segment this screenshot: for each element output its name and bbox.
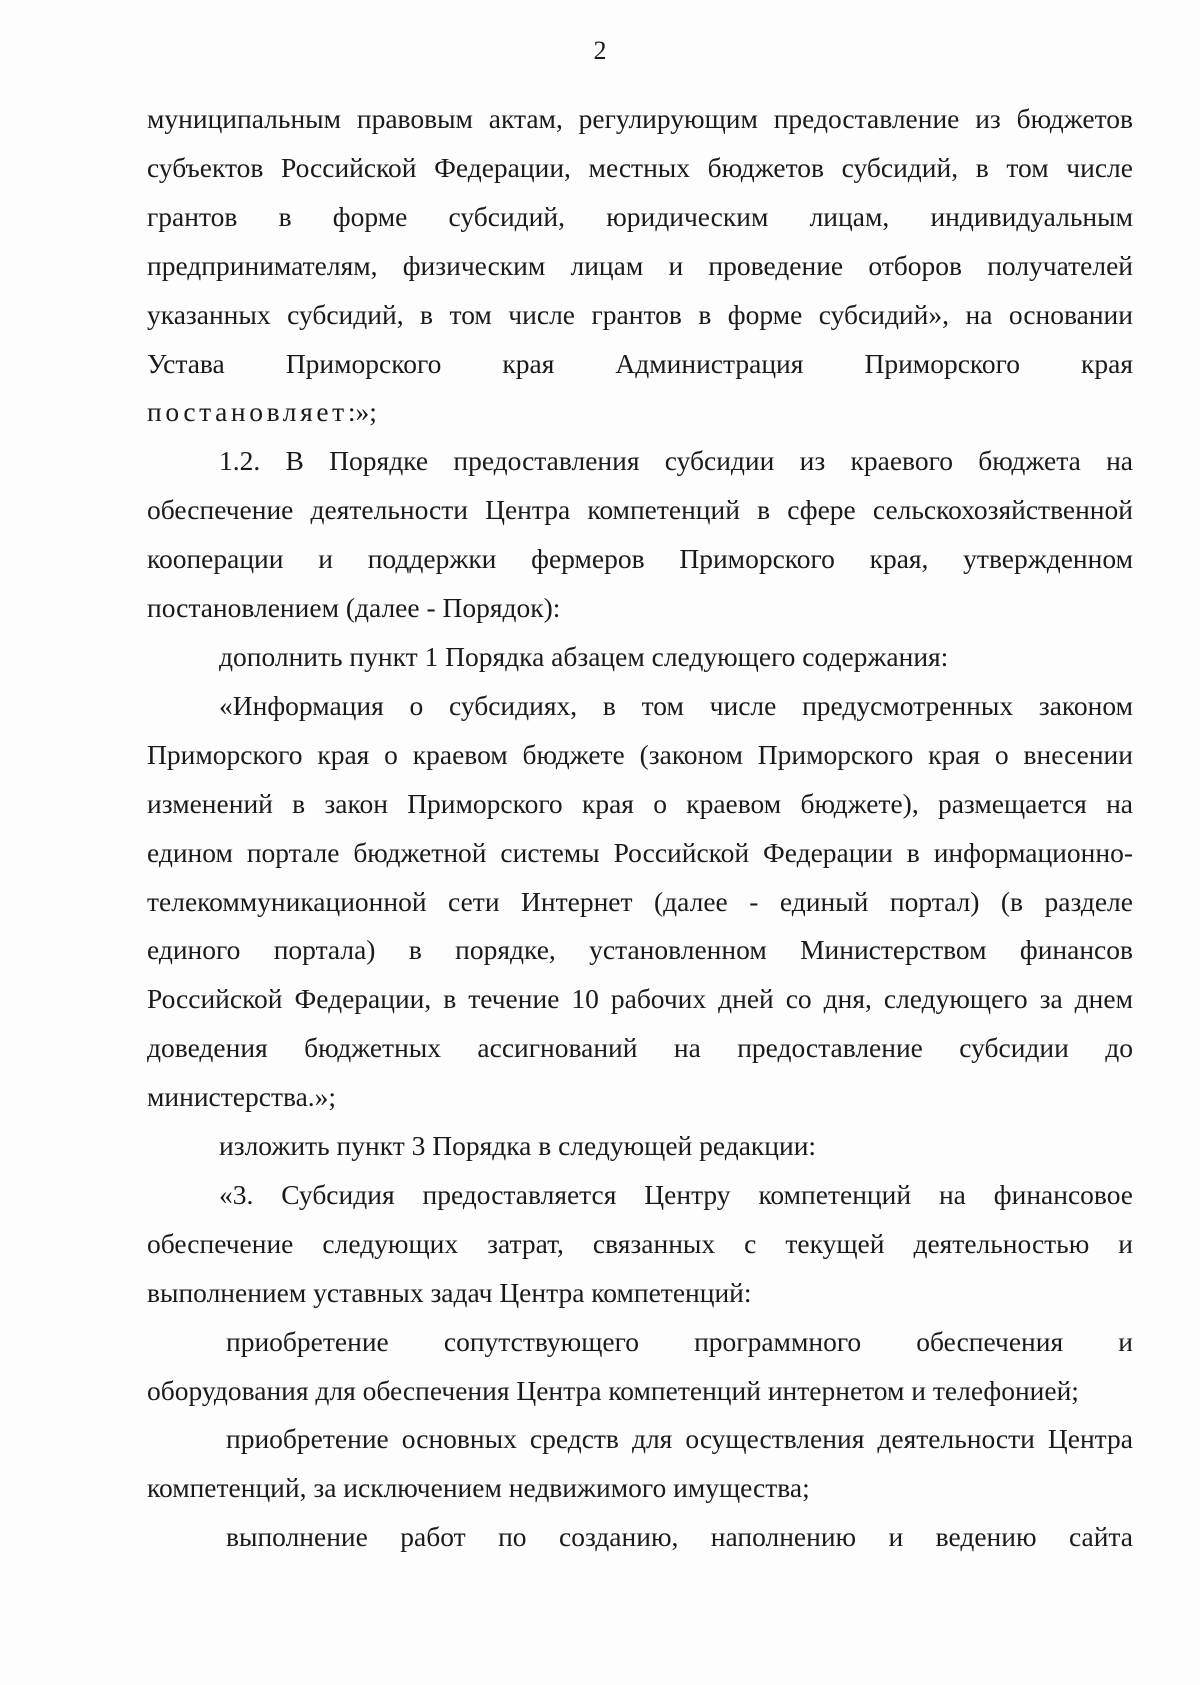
page-number: 2 [593,36,607,65]
paragraph-start: приобретение сопутствующего программного обеспечения и [226,1325,1133,1357]
paragraph-start: изложить пункт 3 Порядка в следующей редакции: [219,1130,817,1162]
text-line: министерства.»; [147,1081,337,1113]
document-body [147,95,1133,1562]
text-line: кооперации и поддержки фермеров Приморского края, утвержденном [147,543,1133,575]
text-line: грантов в форме субсидий, юридическим лицам, индивидуальным [147,200,1133,232]
text-line: муниципальным правовым актам, регулирующим предоставление из бюджетов [147,103,1133,134]
text-line: выполнением уставных задач Центра компетенций: [147,1276,752,1308]
paragraph-start: приобретение основных средств для осуществления деятельности Центра [226,1423,1133,1455]
text-line: единого портала) в порядке, установленном Министерством финансов [147,934,1133,966]
text-fragment: :»; [347,396,377,428]
text-line [147,388,1133,437]
text-line: Приморского края о краевом бюджете (законом Приморского края о внесении [147,738,1133,770]
paragraph-start: 1.2. В Порядке предоставления субсидии из краевого бюджета на [219,445,1133,477]
text-line: телекоммуникационной сети Интернет (далее - единый портал) (в разделе [147,885,1133,917]
text-line: оборудования для обеспечения Центра компетенций интернетом и телефонией; [147,1374,1079,1406]
text-line: доведения бюджетных ассигнований на предоставление субсидии до [147,1032,1133,1064]
text-line: изменений в закон Приморского края о краевом бюджете), размещается на [147,787,1133,819]
paragraph-start: «3. Субсидия предоставляется Центру компетенций на финансовое [219,1178,1133,1210]
text-line: предпринимателям, физическим лицам и проведение отборов получателей [147,249,1133,281]
paragraph-start: «Информация о субсидиях, в том числе предусмотренных законом [219,689,1133,721]
text-line: компетенций, за исключением недвижимого имущества; [147,1472,810,1504]
text-line: постановлением (далее - Порядок): [147,592,561,624]
text-line: субъектов Российской Федерации, местных бюджетов субсидий, в том числе [147,151,1133,183]
text-line: указанных субсидий, в том числе грантов в форме субсидий», на основании [147,298,1133,330]
spaced-word: постановляет [147,396,348,428]
text-line: обеспечение следующих затрат, связанных с текущей деятельностью и [147,1227,1133,1259]
paragraph-start: дополнить пункт 1 Порядка абзацем следующего содержания: [219,640,949,672]
text-line: Российской Федерации, в течение 10 рабочих дней со дня, следующего за днем [147,983,1133,1015]
text-line: Устава Приморского края Администрация Приморского края [147,347,1133,379]
text-line: обеспечение деятельности Центра компетенций в сфере сельскохозяйственной [147,494,1133,526]
paragraph-start: выполнение работ по созданию, наполнению и ведению сайта [226,1521,1133,1553]
text-line: едином портале бюджетной системы Российской Федерации в информационно- [147,836,1133,868]
